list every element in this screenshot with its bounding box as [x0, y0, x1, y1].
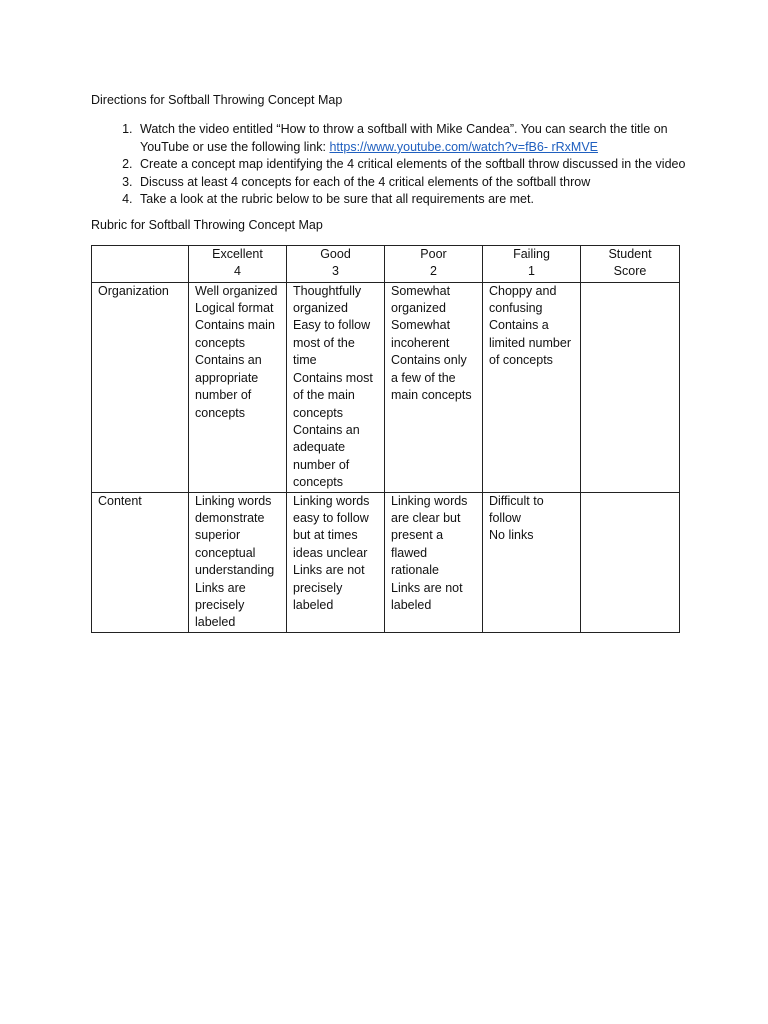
- descriptor-line: Linking words easy to follow but at times ideas unclear: [293, 493, 370, 560]
- rubric-row-content: [92, 492, 680, 632]
- header-score: 1: [528, 264, 535, 279]
- header-name: Failing: [513, 246, 550, 261]
- descriptor-line: Choppy and confusing: [489, 283, 557, 316]
- rubric-descriptor-cell: [385, 492, 483, 632]
- youtube-video-link[interactable]: https://www.youtube.com/watch?v=fB6- rRxMVE: [329, 139, 598, 154]
- rubric-descriptor-cell: [189, 282, 287, 492]
- header-name: Good: [320, 246, 351, 261]
- rubric-row-organization: [92, 282, 680, 492]
- rubric-descriptor-cell: [287, 282, 385, 492]
- rubric-header-criterion: [92, 245, 189, 282]
- direction-step-4: 4. Take a look at the rubric below to be sure that all requirements are met.: [136, 191, 691, 208]
- descriptor-line: Well organized: [195, 283, 278, 298]
- rubric-header-student-score: [581, 245, 680, 282]
- header-score: Score: [613, 264, 647, 279]
- rubric-header-poor: [385, 245, 483, 282]
- student-score-cell[interactable]: [581, 492, 680, 632]
- descriptor-line: Thoughtfully organized: [293, 283, 362, 316]
- header-name: Poor: [420, 246, 447, 261]
- descriptor-line: Linking words are clear but present a flawed rationale: [391, 493, 468, 578]
- descriptor-line: Links are not labeled: [391, 580, 463, 612]
- descriptor-line: Links are precisely labeled: [195, 580, 246, 630]
- descriptor-line: Logical format: [195, 301, 274, 316]
- rubric-descriptor-cell: [385, 282, 483, 492]
- rubric-title: Rubric for Softball Throwing Concept Map: [91, 218, 323, 233]
- rubric-table: [91, 245, 680, 633]
- rubric-criterion: Content: [92, 492, 189, 632]
- direction-step-1: [136, 121, 691, 156]
- header-score: 4: [234, 264, 241, 279]
- document-page: [91, 92, 691, 633]
- header-score: 3: [332, 264, 339, 279]
- descriptor-line: Contains an appropriate number of concepts: [195, 353, 262, 420]
- rubric-body: [92, 282, 680, 632]
- rubric-header-failing: [483, 245, 581, 282]
- descriptor-line: Contains main concepts: [195, 318, 275, 350]
- descriptor-line: Contains a limited number of concepts: [489, 318, 571, 368]
- rubric-descriptor-cell: [483, 492, 581, 632]
- descriptor-line: Contains most of the main concepts: [293, 370, 373, 420]
- direction-step-1-text: Watch the video entitled “How to throw a softball with Mike Candea”. You can search the title on YouTube or use the following link:: [140, 122, 668, 154]
- descriptor-line: No links: [489, 528, 534, 543]
- descriptor-line: Linking words demonstrate superior conceptual understanding: [195, 493, 275, 578]
- descriptor-line: Links are not precisely labeled: [293, 563, 365, 612]
- direction-step-2: 2. Create a concept map identifying the 4 critical elements of the softball throw discussed in the video: [136, 156, 691, 173]
- descriptor-line: Easy to follow most of the time: [293, 318, 371, 368]
- directions-list: [91, 121, 691, 208]
- descriptor-line: Somewhat organized: [391, 283, 451, 316]
- direction-step-3: 3. Discuss at least 4 concepts for each of the 4 critical elements of the softball throw: [136, 174, 691, 191]
- rubric-criterion: Organization: [92, 282, 189, 492]
- directions-title: Directions for Softball Throwing Concept Map: [91, 93, 343, 107]
- rubric-header-good: [287, 245, 385, 282]
- rubric-header-row: [92, 245, 680, 282]
- header-score: 2: [430, 264, 437, 279]
- descriptor-line: Contains only a few of the main concepts: [391, 353, 472, 403]
- descriptor-line: Difficult to follow: [489, 493, 544, 525]
- student-score-cell[interactable]: [581, 282, 680, 492]
- descriptor-line: Contains an adequate number of concepts: [293, 422, 360, 490]
- rubric-descriptor-cell: [287, 492, 385, 632]
- rubric-descriptor-cell: [189, 492, 287, 632]
- descriptor-line: Somewhat incoherent: [391, 318, 451, 350]
- header-name: Excellent: [212, 246, 263, 261]
- rubric-header-excellent: [189, 245, 287, 282]
- header-name: Student: [608, 246, 652, 261]
- rubric-descriptor-cell: [483, 282, 581, 492]
